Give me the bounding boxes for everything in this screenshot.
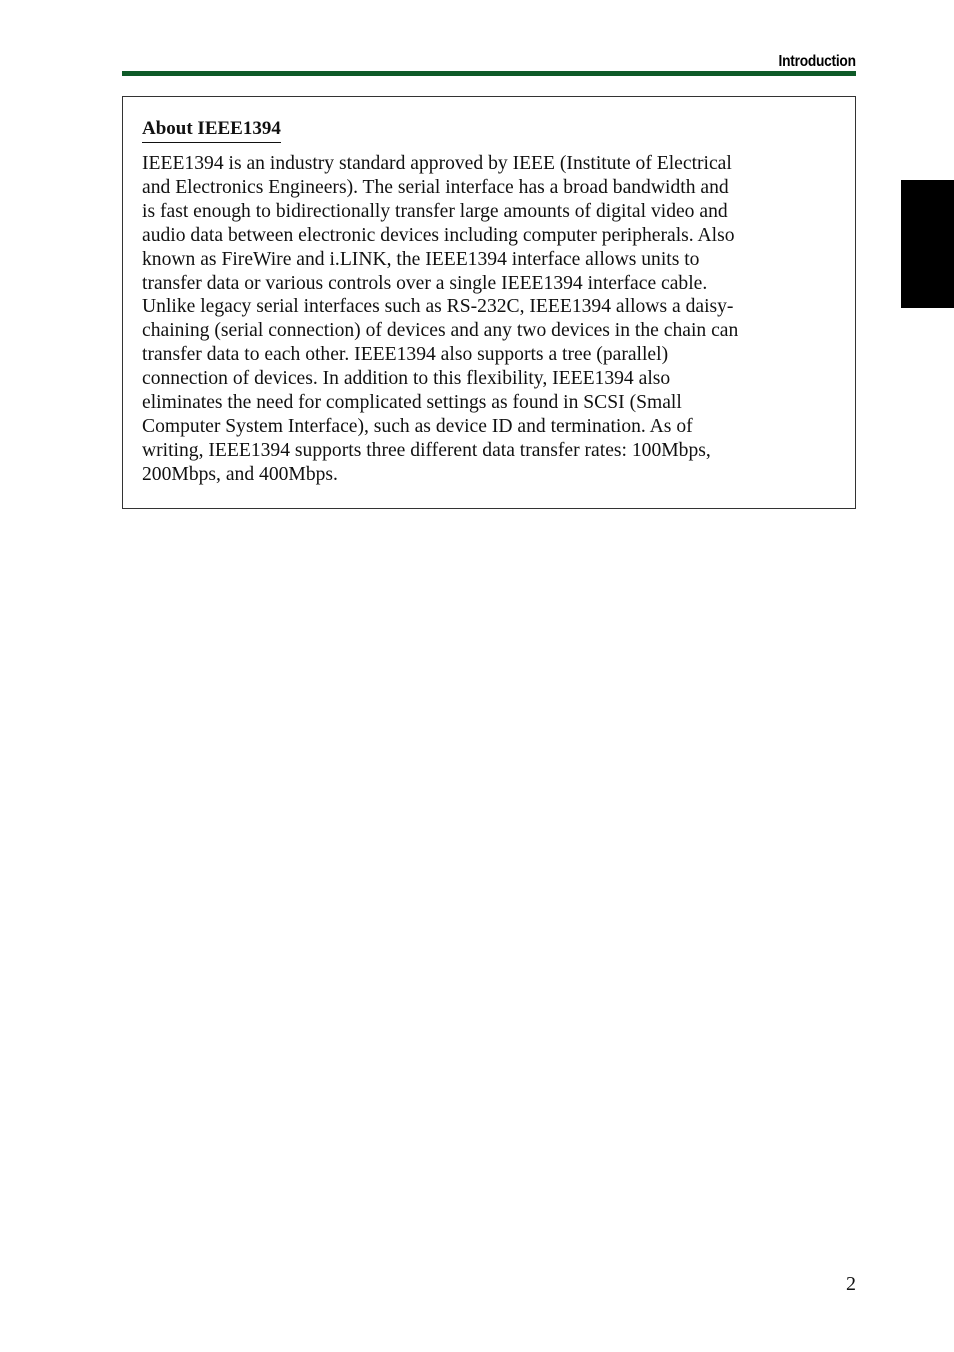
page-number: 2: [846, 1273, 856, 1295]
chapter-tab-marker: [901, 180, 954, 308]
note-heading: About IEEE1394: [142, 117, 281, 143]
note-box: [122, 96, 856, 509]
note-body: IEEE1394 is an industry standard approved by IEEE (Institute of Electrical and Electronics Engineers). The serial interface has a broad bandwidth and is fast enough to bidirectionally transfer large amounts of digital video and audio data between electronic devices including computer peripherals. Also known as FireWire and i.LINK, the IEEE1394 interface allows units to transfer data or various controls over a single IEEE1394 interface cable. Unlike legacy serial interfaces such as RS-232C, IEEE1394 allows a daisy- chaining (serial connection) of devices and any two devices in the chain can transfer data to each other. IEEE1394 also supports a tree (parallel) connection of devices. In addition to this flexibility, IEEE1394 also eliminates the need for complicated settings as found in SCSI (Small Computer System Interface), such as device ID and termination. As of writing, IEEE1394 supports three different data transfer rates: 100Mbps, 200Mbps, and 400Mbps.: [142, 153, 739, 485]
header-rule: [122, 71, 856, 76]
section-title: Introduction: [778, 53, 856, 70]
